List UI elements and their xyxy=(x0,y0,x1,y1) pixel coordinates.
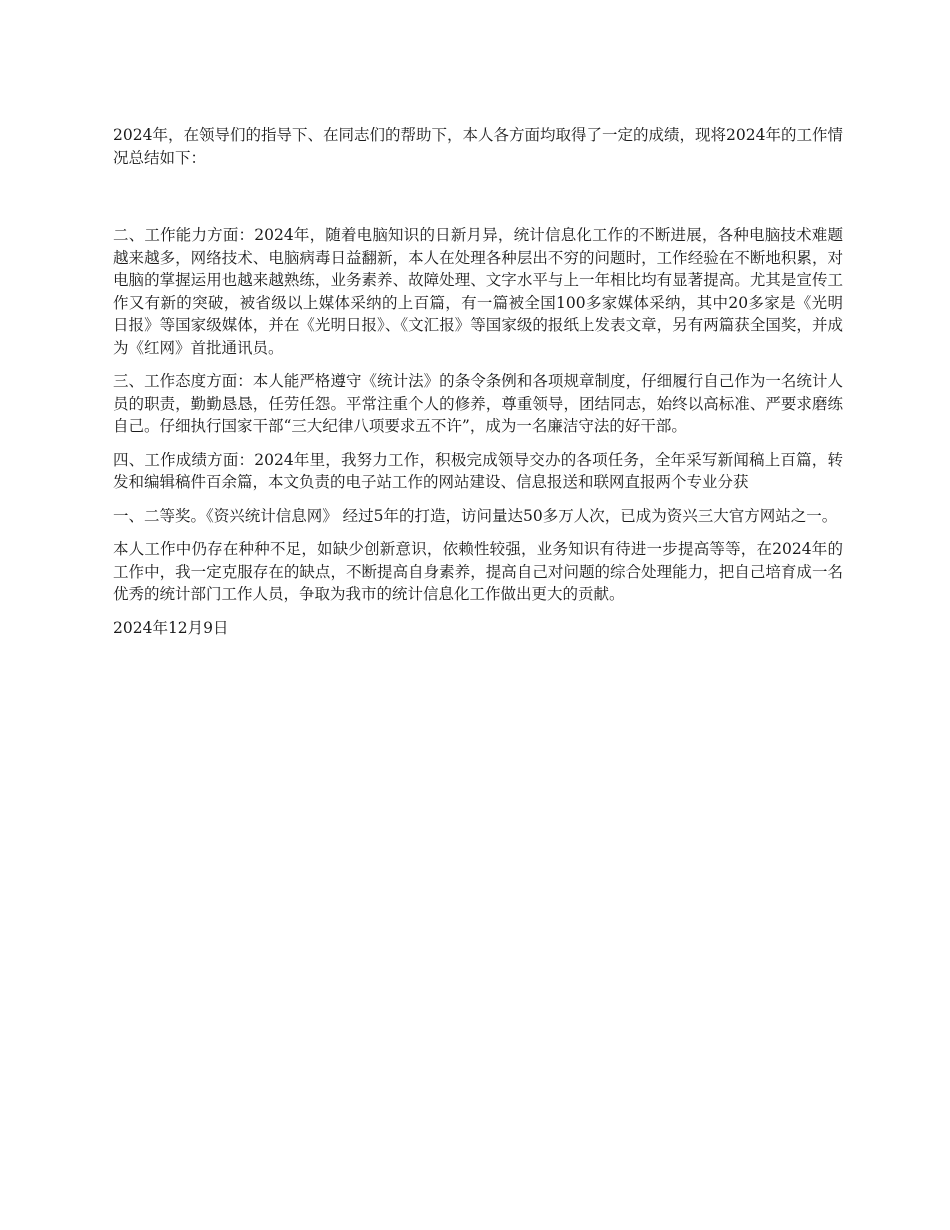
work-ability-paragraph: 二、工作能力方面：2024年，随着电脑知识的日新月异，统计信息化工作的不断进展，各种电脑技术难题越来越多，网络技术、电脑病毒日益翻新，本人在处理各种层出不穷的问题时，工作经验在不断地积累，对电脑的掌握运用也越来越熟练，业务素养、故障处理、文字水平与上一年相比均有显著提高。尤其是宣传工作又有新的突破，被省级以上媒体采纳的上百篇，有一篇被全国100多家媒体采纳，其中20多家是《光明日报》等国家级媒体，并在《光明日报》、《文汇报》等国家级的报纸上发表文章，另有两篇获全国奖，并成为《红网》首批通讯员。 xyxy=(113,226,843,357)
work-achievement-paragraph: 四、工作成绩方面：2024年里，我努力工作，积极完成领导交办的各项任务，全年采写新闻稿上百篇，转发和编辑稿件百余篇，本文负责的电子站工作的网站建设、信息报送和联网直报两个专业分获 xyxy=(113,450,843,491)
work-attitude-paragraph: 三、工作态度方面：本人能严格遵守《统计法》的条令条例和各项规章制度，仔细履行自己作为一名统计人员的职责，勤勤恳恳，任劳任怨。平常注重个人的修养，尊重领导，团结同志，始终以高标准、严要求磨练自己。仔细执行国家干部“三大纪律八项要求五不许”，成为一名廉洁守法的好干部。 xyxy=(113,372,843,435)
conclusion-paragraph: 本人工作中仍存在种种不足，如缺少创新意识，依赖性较强，业务知识有待进一步提高等等，在2024年的工作中，我一定克服存在的缺点，不断提高自身素养，提高自己对问题的综合处理能力，把自己培育成一名优秀的统计部门工作人员，争取为我市的统计信息化工作做出更大的贡献。 xyxy=(113,540,843,603)
document-body xyxy=(113,124,843,650)
document-date: 2024年12月9日 xyxy=(113,618,229,637)
awards-paragraph: 一、二等奖。《资兴统计信息网》 经过5年的打造，访问量达50多万人次，已成为资兴三大官方网站之一。 xyxy=(113,506,838,525)
intro-paragraph: 2024年，在领导们的指导下、在同志们的帮助下，本人各方面均取得了一定的成绩，现将2024年的工作情况总结如下： xyxy=(113,126,843,167)
